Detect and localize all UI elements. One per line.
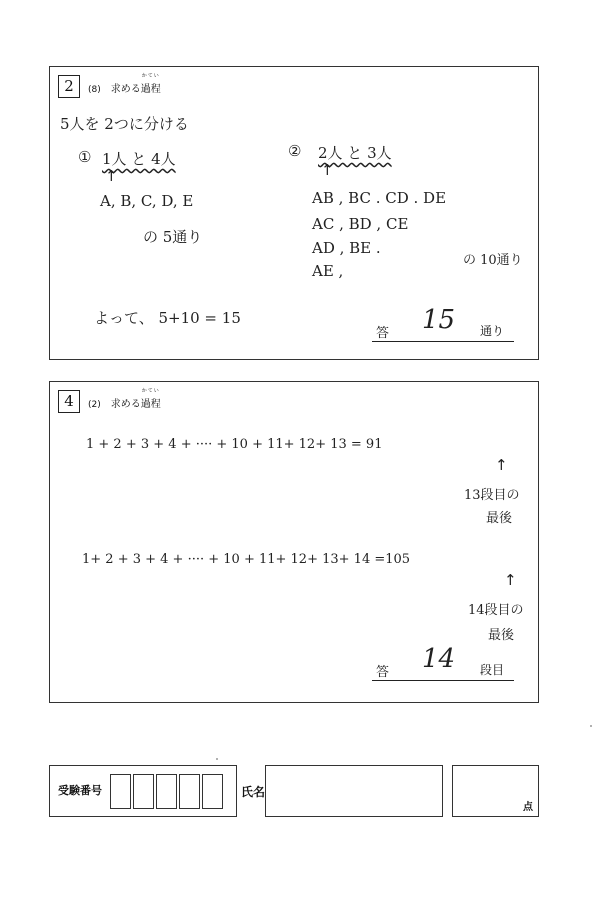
question-4-box [49, 381, 539, 703]
answer-label: 答 [376, 665, 390, 680]
question-number: 2 [58, 75, 80, 98]
heading-text: 求める [110, 84, 141, 95]
subquestion-number: (2) [88, 400, 101, 410]
case-1-label: ① [78, 148, 92, 166]
exam-number-digit-box[interactable] [202, 774, 223, 809]
equation-1: 1 + 2 + 3 + 4 + ···· + 10 + 11+ 12+ 13 = 91 [86, 437, 383, 452]
scan-speck [216, 758, 218, 760]
up-arrow-icon: ↑ [321, 161, 334, 179]
case-1-list: A, B, C, D, E [100, 192, 194, 210]
name-field[interactable] [265, 765, 443, 817]
case-1-split: 1人 と 4人 [102, 150, 176, 168]
heading-text: 求める [110, 399, 141, 410]
answer-underline [372, 680, 514, 681]
answer-underline [372, 341, 514, 342]
furigana: かてい [141, 73, 160, 79]
furigana: かてい [141, 388, 160, 394]
up-arrow-icon: ↑ [495, 456, 508, 474]
case-2-split: 2人 と 3人 [318, 144, 392, 162]
exam-number-box [49, 765, 237, 817]
note-line: 最後 [488, 628, 515, 643]
answer-value: 14 [422, 644, 456, 674]
equation-2: 1+ 2 + 3 + 4 + ···· + 10 + 11+ 12+ 13+ 14 =105 [82, 552, 411, 567]
question-2-box [49, 66, 539, 360]
note-line: 14段目の [468, 603, 524, 618]
name-label: 氏名 [241, 785, 266, 799]
question-number: 4 [58, 390, 80, 413]
conclusion: よって、 5+10 = 15 [94, 309, 241, 327]
exam-number-digit-box[interactable] [179, 774, 200, 809]
pair-row: AC , BD , CE [312, 215, 409, 233]
question-heading [88, 73, 161, 95]
case-1-count: の 5通り [143, 228, 203, 246]
exam-number-digit-box[interactable] [156, 774, 177, 809]
score-label: 点 [523, 802, 533, 813]
pair-row: AE , [312, 262, 344, 280]
question-heading [88, 388, 161, 410]
scan-speck [590, 725, 592, 727]
up-arrow-icon: ↑ [504, 571, 517, 589]
case-2-count: の 10通り [463, 253, 523, 268]
note-line: 最後 [486, 511, 513, 526]
answer-label: 答 [376, 326, 390, 341]
score-box[interactable] [452, 765, 539, 817]
heading-ruby-word: かてい 過程 [140, 388, 161, 410]
up-arrow-icon: ↑ [105, 167, 118, 185]
answer-value: 15 [422, 305, 456, 335]
note-line: 13段目の [464, 488, 520, 503]
heading-ruby-word: かてい 過程 [140, 73, 161, 95]
case-2-label: ② [288, 142, 302, 160]
exam-number-digit-box[interactable] [110, 774, 131, 809]
pair-row: AD , BE . [312, 239, 381, 257]
exam-number-digit-box[interactable] [133, 774, 154, 809]
pair-row: AB , BC . CD . DE [312, 189, 447, 207]
answer-unit: 段目 [480, 663, 505, 677]
handwritten-line: 5人を 2つに分ける [60, 115, 189, 133]
subquestion-number: (8) [88, 85, 101, 95]
answer-unit: 通り [480, 324, 505, 338]
exam-number-label: 受験番号 [58, 784, 102, 797]
